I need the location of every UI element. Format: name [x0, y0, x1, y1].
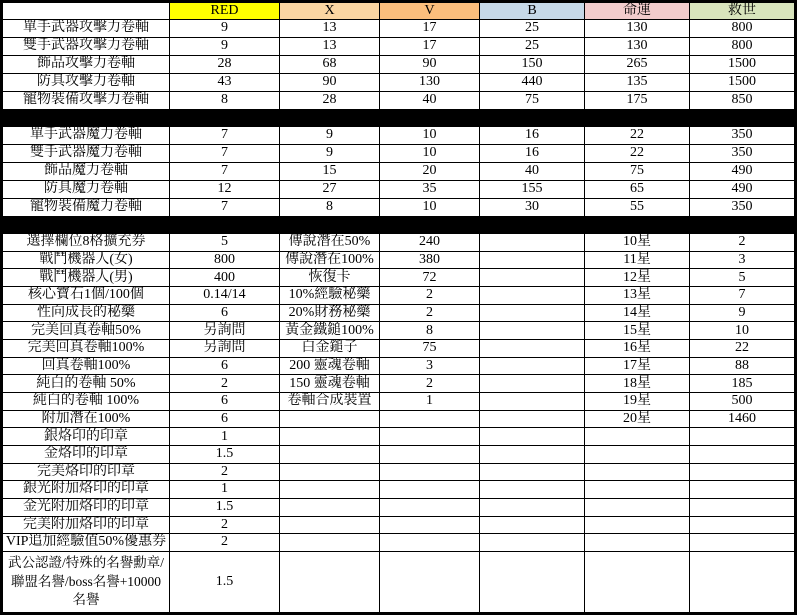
price-cell: 10 — [690, 322, 794, 340]
corner-cell — [3, 3, 170, 20]
price-cell — [480, 287, 585, 305]
price-cell: 75 — [480, 92, 585, 110]
price-cell: 130 — [380, 74, 480, 92]
price-cell: 7 — [170, 163, 280, 181]
item-label-cell — [280, 534, 380, 552]
price-cell: 1 — [380, 393, 480, 411]
price-cell: 5 — [170, 234, 280, 252]
item-label-cell — [280, 517, 380, 535]
item-label-cell: 傳說潛在50% — [280, 234, 380, 252]
price-cell: 2 — [380, 287, 480, 305]
price-cell: 8 — [170, 92, 280, 110]
price-cell — [585, 552, 690, 612]
price-cell — [480, 358, 585, 376]
price-cell — [480, 322, 585, 340]
item-label-cell: 10星 — [585, 234, 690, 252]
price-cell: 800 — [690, 20, 794, 38]
item-label-cell — [585, 446, 690, 464]
price-cell: 1460 — [690, 411, 794, 429]
item-label-cell: 20%財務秘藥 — [280, 305, 380, 323]
item-label-cell: 完美烙印的印章 — [3, 464, 170, 482]
item-label-cell: 黃金鐵鎚100% — [280, 322, 380, 340]
price-cell: 30 — [480, 199, 585, 217]
item-label-cell — [585, 534, 690, 552]
price-cell: 20 — [380, 163, 480, 181]
price-cell: 2 — [170, 534, 280, 552]
price-cell — [480, 234, 585, 252]
item-label-cell: 10%經驗秘藥 — [280, 287, 380, 305]
price-cell: 850 — [690, 92, 794, 110]
item-label-cell: 飾品攻擊力卷軸 — [3, 56, 170, 74]
price-cell — [480, 411, 585, 429]
price-cell: 6 — [170, 305, 280, 323]
price-cell — [380, 411, 480, 429]
item-label-cell: 19星 — [585, 393, 690, 411]
price-cell — [690, 481, 794, 499]
price-cell: 1 — [170, 428, 280, 446]
item-label-cell: 200 靈魂卷軸 — [280, 358, 380, 376]
price-cell: 55 — [585, 199, 690, 217]
price-cell: 2 — [170, 464, 280, 482]
item-label-cell: 恢復卡 — [280, 269, 380, 287]
item-label-cell — [585, 481, 690, 499]
item-label-cell: 核心寶石1個/100個 — [3, 287, 170, 305]
price-cell: 0.14/14 — [170, 287, 280, 305]
item-label-cell: 卷軸合成裝置 — [280, 393, 380, 411]
price-cell: 1500 — [690, 56, 794, 74]
price-cell: 12 — [170, 181, 280, 199]
price-cell: 25 — [480, 38, 585, 56]
header-cell-v: V — [380, 3, 480, 20]
price-cell: 800 — [170, 252, 280, 270]
price-cell: 40 — [480, 163, 585, 181]
item-label-cell: 選擇欄位8格擴充券 — [3, 234, 170, 252]
price-cell: 75 — [380, 340, 480, 358]
item-label-cell: 寵物裝備魔力卷軸 — [3, 199, 170, 217]
section-separator — [3, 110, 794, 127]
item-label-cell: 12星 — [585, 269, 690, 287]
price-cell — [690, 552, 794, 612]
price-cell — [690, 464, 794, 482]
item-label-cell: 白金鎚子 — [280, 340, 380, 358]
price-cell: 155 — [480, 181, 585, 199]
price-cell: 13 — [280, 20, 380, 38]
price-cell: 9 — [280, 127, 380, 145]
price-cell: 400 — [170, 269, 280, 287]
price-cell — [480, 305, 585, 323]
price-cell: 90 — [380, 56, 480, 74]
price-cell: 28 — [170, 56, 280, 74]
price-cell: 7 — [170, 145, 280, 163]
price-cell: 35 — [380, 181, 480, 199]
item-label-cell — [585, 428, 690, 446]
price-cell: 90 — [280, 74, 380, 92]
price-cell — [690, 517, 794, 535]
price-cell — [380, 499, 480, 517]
item-label-cell: VIP追加經驗值50%優惠券 — [3, 534, 170, 552]
price-cell: 10 — [380, 145, 480, 163]
price-cell — [480, 481, 585, 499]
item-label-cell: 防具魔力卷軸 — [3, 181, 170, 199]
price-cell: 22 — [690, 340, 794, 358]
price-cell: 265 — [585, 56, 690, 74]
price-cell — [690, 534, 794, 552]
item-label-cell: 單手武器攻擊力卷軸 — [3, 20, 170, 38]
price-cell: 15 — [280, 163, 380, 181]
price-cell: 16 — [480, 127, 585, 145]
item-label-cell: 飾品魔力卷軸 — [3, 163, 170, 181]
item-label-cell: 純白的卷軸 50% — [3, 375, 170, 393]
header-cell-b: B — [480, 3, 585, 20]
price-cell: 185 — [690, 375, 794, 393]
item-label-cell: 17星 — [585, 358, 690, 376]
price-cell — [690, 499, 794, 517]
price-cell: 28 — [280, 92, 380, 110]
item-label-cell: 單手武器魔力卷軸 — [3, 127, 170, 145]
header-cell-fate: 命運 — [585, 3, 690, 20]
price-cell: 350 — [690, 199, 794, 217]
price-cell — [480, 446, 585, 464]
price-cell: 另詢問 — [170, 340, 280, 358]
price-cell: 8 — [280, 199, 380, 217]
price-cell: 3 — [690, 252, 794, 270]
price-cell: 2 — [690, 234, 794, 252]
item-label-cell: 銀烙印的印章 — [3, 428, 170, 446]
item-label-cell: 性向成長的秘藥 — [3, 305, 170, 323]
price-cell: 27 — [280, 181, 380, 199]
price-cell: 490 — [690, 163, 794, 181]
price-cell: 6 — [170, 411, 280, 429]
item-label-cell: 金烙印的印章 — [3, 446, 170, 464]
price-cell — [380, 464, 480, 482]
price-cell — [480, 428, 585, 446]
price-cell: 68 — [280, 56, 380, 74]
price-cell: 150 — [480, 56, 585, 74]
price-cell — [480, 393, 585, 411]
item-label-cell: 11星 — [585, 252, 690, 270]
price-cell: 1.5 — [170, 499, 280, 517]
item-label-cell: 寵物裝備攻擊力卷軸 — [3, 92, 170, 110]
price-cell: 10 — [380, 127, 480, 145]
item-label-cell — [280, 481, 380, 499]
header-cell-x: X — [280, 3, 380, 20]
item-label-cell — [280, 428, 380, 446]
price-cell: 240 — [380, 234, 480, 252]
price-cell: 7 — [170, 127, 280, 145]
price-cell — [480, 517, 585, 535]
price-cell — [480, 375, 585, 393]
item-label-cell: 16星 — [585, 340, 690, 358]
item-label-cell: 武公認證/特殊的名譽勳章/聯盟名譽/boss名譽+10000名譽 — [3, 552, 170, 612]
item-label-cell: 完美附加烙印的印章 — [3, 517, 170, 535]
price-cell — [480, 499, 585, 517]
price-cell — [480, 269, 585, 287]
item-label-cell: 附加潛在100% — [3, 411, 170, 429]
price-cell: 17 — [380, 20, 480, 38]
item-label-cell: 回真卷軸100% — [3, 358, 170, 376]
header-cell-salvation: 救世 — [690, 3, 794, 20]
price-cell: 130 — [585, 20, 690, 38]
price-cell: 22 — [585, 145, 690, 163]
item-label-cell: 銀光附加烙印的印章 — [3, 481, 170, 499]
item-label-cell: 戰鬥機器人(女) — [3, 252, 170, 270]
price-cell: 10 — [380, 199, 480, 217]
price-cell: 9 — [170, 38, 280, 56]
price-cell: 43 — [170, 74, 280, 92]
price-cell: 130 — [585, 38, 690, 56]
price-cell: 350 — [690, 145, 794, 163]
attack-scroll-section — [3, 20, 794, 110]
item-label-cell: 傳說潛在100% — [280, 252, 380, 270]
price-cell: 16 — [480, 145, 585, 163]
price-cell — [280, 552, 380, 612]
misc-items-section — [3, 234, 794, 612]
price-cell: 6 — [170, 358, 280, 376]
magic-scroll-section — [3, 127, 794, 217]
price-cell: 9 — [170, 20, 280, 38]
price-cell — [480, 464, 585, 482]
item-label-cell: 完美回真卷軸50% — [3, 322, 170, 340]
price-cell: 490 — [690, 181, 794, 199]
price-cell: 88 — [690, 358, 794, 376]
price-cell: 25 — [480, 20, 585, 38]
price-cell — [690, 446, 794, 464]
item-label-cell: 完美回真卷軸100% — [3, 340, 170, 358]
item-label-cell: 13星 — [585, 287, 690, 305]
item-label-cell: 戰鬥機器人(男) — [3, 269, 170, 287]
price-cell: 8 — [380, 322, 480, 340]
price-cell — [380, 446, 480, 464]
price-cell: 440 — [480, 74, 585, 92]
item-label-cell: 18星 — [585, 375, 690, 393]
price-cell: 40 — [380, 92, 480, 110]
item-label-cell — [280, 446, 380, 464]
price-cell — [480, 552, 585, 612]
price-cell: 175 — [585, 92, 690, 110]
price-cell: 9 — [280, 145, 380, 163]
price-cell: 2 — [380, 305, 480, 323]
price-cell: 13 — [280, 38, 380, 56]
price-cell: 1500 — [690, 74, 794, 92]
price-cell — [380, 552, 480, 612]
price-cell: 9 — [690, 305, 794, 323]
price-cell: 2 — [170, 517, 280, 535]
item-label-cell — [585, 517, 690, 535]
price-cell: 7 — [170, 199, 280, 217]
item-label-cell — [280, 464, 380, 482]
price-cell: 1.5 — [170, 446, 280, 464]
price-cell: 380 — [380, 252, 480, 270]
price-cell: 500 — [690, 393, 794, 411]
price-cell: 17 — [380, 38, 480, 56]
price-cell: 另詢問 — [170, 322, 280, 340]
price-cell: 1.5 — [170, 552, 280, 612]
item-label-cell: 純白的卷軸 100% — [3, 393, 170, 411]
price-cell: 800 — [690, 38, 794, 56]
price-cell: 2 — [380, 375, 480, 393]
price-cell — [480, 534, 585, 552]
header-row — [3, 3, 794, 20]
price-cell: 2 — [170, 375, 280, 393]
price-cell: 65 — [585, 181, 690, 199]
price-cell: 75 — [585, 163, 690, 181]
price-cell — [690, 428, 794, 446]
price-cell: 135 — [585, 74, 690, 92]
price-cell — [380, 517, 480, 535]
price-cell: 5 — [690, 269, 794, 287]
price-cell — [380, 481, 480, 499]
price-cell: 72 — [380, 269, 480, 287]
price-cell — [480, 340, 585, 358]
price-cell: 6 — [170, 393, 280, 411]
price-cell: 7 — [690, 287, 794, 305]
price-cell — [380, 534, 480, 552]
item-label-cell — [280, 411, 380, 429]
item-label-cell: 雙手武器魔力卷軸 — [3, 145, 170, 163]
item-label-cell: 雙手武器攻擊力卷軸 — [3, 38, 170, 56]
header-cell-red: RED — [170, 3, 280, 20]
price-cell: 22 — [585, 127, 690, 145]
price-cell: 1 — [170, 481, 280, 499]
section-separator — [3, 217, 794, 234]
item-label-cell: 15星 — [585, 322, 690, 340]
price-cell — [480, 252, 585, 270]
item-label-cell — [280, 499, 380, 517]
item-label-cell — [585, 464, 690, 482]
price-cell: 3 — [380, 358, 480, 376]
item-label-cell: 20星 — [585, 411, 690, 429]
price-cell — [380, 428, 480, 446]
item-label-cell: 14星 — [585, 305, 690, 323]
item-label-cell — [585, 499, 690, 517]
price-cell: 350 — [690, 127, 794, 145]
item-label-cell: 防具攻擊力卷軸 — [3, 74, 170, 92]
item-label-cell: 金光附加烙印的印章 — [3, 499, 170, 517]
item-label-cell: 150 靈魂卷軸 — [280, 375, 380, 393]
